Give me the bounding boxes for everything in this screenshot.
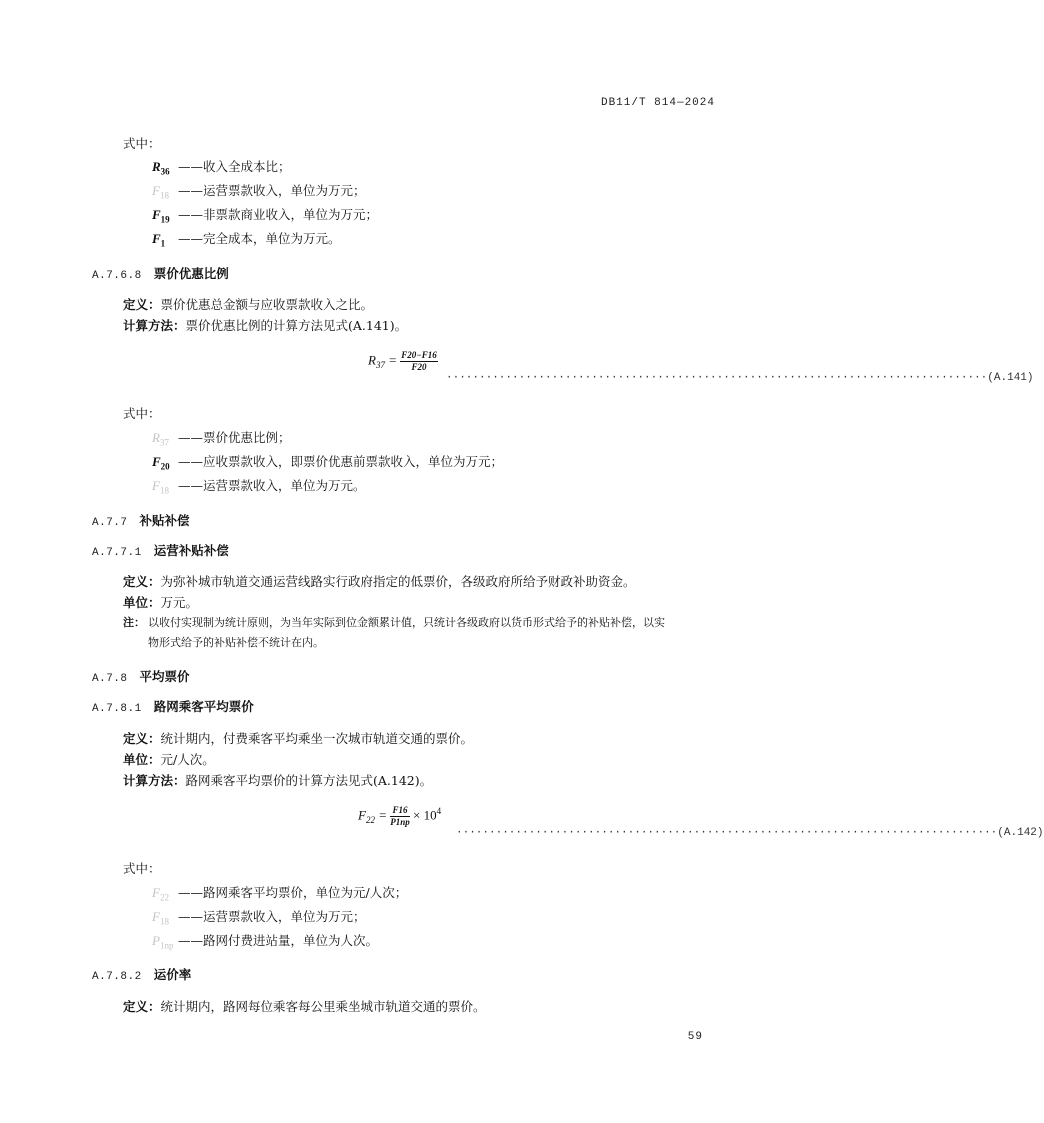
where-label: 式中： — [123, 406, 161, 421]
where-label: 式中： — [123, 136, 161, 151]
var-row: $F_{18}$ ——运营票款收入，单位为万元； — [152, 183, 366, 201]
var-row: $R_{36}$ ——收入全成本比； — [152, 159, 291, 177]
var-row: $F_{18}$ ——运营票款收入，单位为万元。 — [152, 478, 366, 496]
section-heading: A.7.8 平均票价 — [92, 669, 190, 685]
definition-line: 定义：统计期内，付费乘客平均乘坐一次城市轨道交通的票价。 — [123, 731, 474, 746]
section-heading: A.7.6.8 票价优惠比例 — [92, 266, 229, 282]
var-symbol: $F_{18}$ — [152, 183, 169, 201]
var-symbol: $P_{1np}$ — [152, 933, 174, 951]
section-heading: A.7.8.2 运价率 — [92, 967, 192, 983]
equation-leader: ··················································································(A.141) — [446, 372, 1034, 384]
definition-line: 定义：票价优惠总金额与应收票款收入之比。 — [123, 297, 374, 312]
formula-a142: $F_{22}$ = $\frac{F16}{P1np}$ × $10^4$ — [358, 805, 442, 827]
where-label: 式中： — [123, 861, 161, 876]
unit-line: 单位：万元。 — [123, 595, 199, 610]
formula-a141: $R_{37}$ = $\frac{F20-F16}{F20}$ — [368, 350, 437, 372]
section-heading: A.7.8.1 路网乘客平均票价 — [92, 699, 254, 715]
calc-method-line: 计算方法：票价优惠比例的计算方法见式(A.141)。 — [123, 318, 408, 333]
var-symbol: $F_{18}$ — [152, 909, 169, 927]
var-row: $R_{37}$ ——票价优惠比例； — [152, 430, 291, 448]
fraction: $\frac{F20-F16}{F20}$ — [401, 350, 437, 372]
var-row: $F_1$ ——完全成本，单位为万元。 — [152, 231, 341, 249]
var-row: $P_{1np}$ ——路网付费进站量，单位为人次。 — [152, 933, 379, 951]
equation-leader: ··················································································(A.142) — [456, 827, 1044, 839]
calc-method-line: 计算方法：路网乘客平均票价的计算方法见式(A.142)。 — [123, 773, 433, 788]
var-symbol: $F_{19}$ — [152, 207, 170, 225]
section-heading: A.7.7.1 运营补贴补偿 — [92, 543, 229, 559]
note-label: 注： — [123, 616, 145, 629]
var-row: $F_{22}$ ——路网乘客平均票价，单位为元/人次； — [152, 885, 408, 903]
section-heading: A.7.7 补贴补偿 — [92, 513, 190, 529]
note-line: 以收付实现制为统计原则，为当年实际到位金额累计值，只统计各级政府以货币形式给予的补贴补偿，以实 — [148, 616, 665, 629]
definition-line: 定义：为弥补城市轨道交通运营线路实行政府指定的低票价，各级政府所给予财政补助资金。 — [123, 574, 636, 589]
document-code: DB11/T 814—2024 — [600, 97, 715, 109]
var-row: $F_{18}$ ——运营票款收入，单位为万元； — [152, 909, 366, 927]
var-symbol: $F_1$ — [152, 231, 166, 249]
var-symbol: $F_{18}$ — [152, 478, 169, 496]
note-line: 物形式给予的补贴补偿不统计在内。 — [148, 636, 324, 649]
var-symbol: $F_{22}$ — [152, 885, 169, 903]
var-row: $F_{20}$ ——应收票款收入，即票价优惠前票款收入，单位为万元； — [152, 454, 504, 472]
unit-line: 单位：元/人次。 — [123, 752, 215, 767]
page-number: 59 — [687, 1031, 703, 1043]
var-row: $F_{19}$ ——非票款商业收入，单位为万元； — [152, 207, 379, 225]
var-symbol: $F_{20}$ — [152, 454, 170, 472]
fraction: $\frac{F16}{P1np}$ — [390, 805, 410, 827]
definition-line: 定义：统计期内，路网每位乘客每公里乘坐城市轨道交通的票价。 — [123, 999, 486, 1014]
var-symbol: $R_{37}$ — [152, 430, 169, 448]
var-symbol: $R_{36}$ — [152, 159, 170, 177]
